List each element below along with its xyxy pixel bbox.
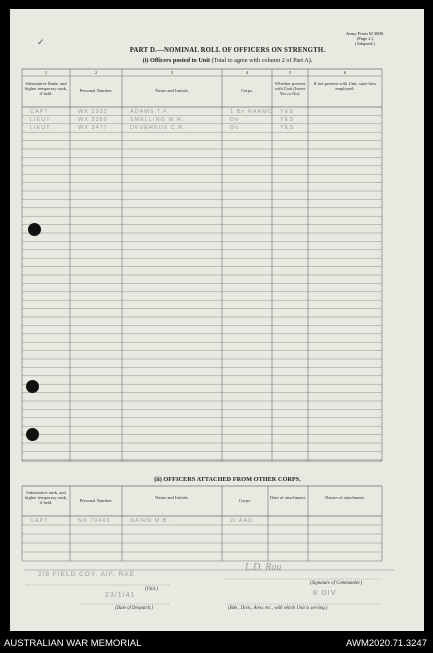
commander-signature: L.D. Rau (245, 562, 282, 573)
part-d-title: PART D.—NOMINAL ROLL OF OFFICERS ON STRENGTH. (129, 47, 326, 54)
unit-label: (Unit.) (145, 587, 158, 592)
table-cell: 1 Bn RAAMC (230, 108, 273, 115)
table-cell: YES (280, 108, 295, 115)
punch-hole (26, 428, 39, 441)
subtitle-bold: (i) Officers posted to Unit (142, 57, 211, 64)
part-ii-title: (ii) OFFICERS ATTACHED FROM OTHER CORPS. (154, 476, 301, 483)
column-header: Date of attachment. (269, 495, 307, 500)
column-header: Whether present with Unit (Insert Yes or No). (274, 81, 306, 96)
footer-left: AUSTRALIAN WAR MEMORIAL (4, 638, 142, 649)
date-handwritten: 23/1/41 (105, 592, 136, 599)
column-header: Name and Initials. (155, 495, 189, 500)
table-cell: YES (280, 116, 295, 123)
unit-handwritten: 2/8 FIELD COY. AIF. RAE (38, 571, 135, 578)
table-cell: NX 70463 (78, 518, 111, 524)
signoff-rules (10, 9, 424, 631)
column-number: 2 (94, 70, 98, 75)
column-number: 6 (343, 70, 347, 75)
table-cell: CAPT (30, 518, 49, 524)
form-ref-line3: (Adapted.) (355, 41, 375, 47)
footer-right: AWM2020.71.3247 (346, 638, 427, 649)
commander-label: (Signature of Commander.) (310, 581, 363, 586)
column-header: Corps. (240, 88, 254, 93)
punch-hole (26, 380, 39, 393)
table-cell: CAPT (30, 108, 49, 115)
table-cell: WX 3333 (78, 108, 108, 115)
table-cell: SMELLING W.H. (130, 116, 185, 123)
column-header: If not present with Unit, state how employed. (313, 81, 377, 91)
table-cell: YES (280, 125, 295, 132)
division-label: (Bde., Divn., Area, etc., with which Unit is serving.) (228, 606, 328, 611)
subtitle-rest: (Total to agree with column 2 of Part A). (211, 57, 313, 64)
form-ref-line1: Army Form W.3008. (345, 31, 385, 36)
column-number: 5 (288, 70, 292, 75)
column-header: Personal Number. (79, 498, 113, 503)
column-header: Substantive Rank, and higher temporary rank, if held. (24, 81, 68, 96)
table-cell: DEVEREUX C.R. (130, 125, 186, 132)
table-cell: LIEUT (30, 116, 51, 123)
punch-hole (28, 223, 41, 236)
table-cell: Do (230, 125, 240, 132)
column-header: Name and Initials. (155, 88, 189, 93)
column-number: 4 (245, 70, 249, 75)
table-cell: WX 3380 (78, 116, 108, 123)
date-label: (Date of Despatch.) (115, 606, 153, 611)
table-cell: Do (230, 116, 240, 123)
form-sheet (10, 9, 424, 631)
column-number: 3 (170, 70, 174, 75)
archive-footer (0, 631, 433, 653)
table-cell: NAIRN M.B. (130, 518, 170, 524)
table-cell: ADAMS T.F. (130, 108, 170, 115)
column-header: Nature of attachment. (325, 495, 365, 500)
column-header: Corps. (238, 498, 252, 503)
table-cell: LIEUT (30, 125, 51, 132)
pencil-mark: ✓ (37, 37, 45, 47)
table-cell: WX 3477 (78, 125, 108, 132)
table-cell: 2/ AAD (230, 518, 254, 524)
division-handwritten: 8 DIV (313, 588, 337, 597)
column-header: Substantive rank, and higher temporary rank, if held. (24, 490, 68, 505)
form-ref-line2: (Page 2.) (356, 36, 374, 42)
column-header: Personal Number. (79, 88, 113, 93)
column-number: 1 (44, 70, 48, 75)
